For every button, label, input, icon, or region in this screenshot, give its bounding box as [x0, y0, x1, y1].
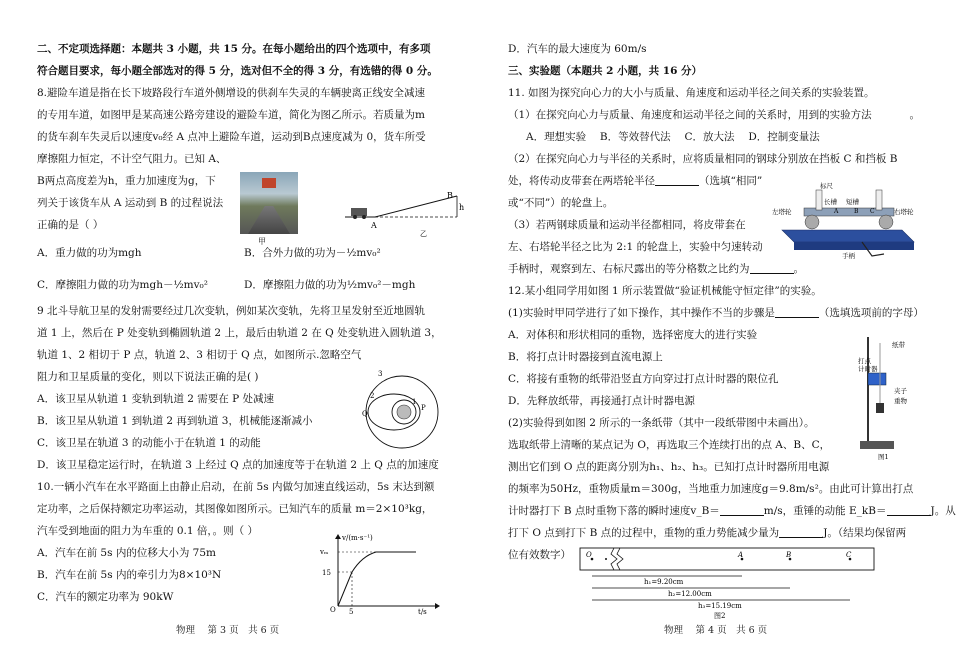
q12-part2-cont: 选取纸带上清晰的某点记为 O，再选取三个连续打出的点 A、B、C，: [508, 439, 831, 451]
q12-part2-end: 位有效数字）: [508, 549, 571, 561]
q11-part3: （3）若两钢球质量和运动半径都相同，将皮带套在: [508, 219, 746, 231]
label-dadian: 打点: [858, 357, 871, 365]
point-a-label: A: [738, 551, 744, 559]
origin-label: O: [330, 606, 336, 614]
q12-option-d: D．先释放纸带，再接通打点计时器电源: [508, 395, 695, 407]
q10-stem: 定功率，之后保持额定功率运动，其图像如图所示。已知汽车的质量 m＝2×10³kg，: [37, 503, 433, 515]
q8-stem: 摩擦阻力恒定，不计空气阻力。已知 A、: [37, 153, 227, 165]
power-segment: [352, 552, 416, 572]
q8-diagram-label: 乙: [420, 230, 427, 238]
q11-part2-end: 或“不同”）的轮盘上。: [508, 197, 614, 209]
section-2-heading-cont: 符合题目要求，每小题全部选对的得 5 分，选对但不全的得 3 分，有选错的得 0 分。: [37, 65, 438, 77]
tape-break-icon: [617, 548, 623, 570]
q10-stem: 10.一辆小汽车在水平路面上由静止启动，在前 5s 内做匀加速直线运动，5s 末达到额: [37, 481, 435, 493]
tape-icon: [580, 548, 874, 570]
q9-stem: 轨道 1、2 相切于 P 点，轨道 2、3 相切于 Q 点，如图所示.忽略空气: [37, 349, 362, 361]
point-a-label: A: [371, 221, 377, 230]
q9-orbit-diagram: [360, 370, 444, 454]
q8-option-a: A．重力做的功为mgh: [37, 247, 142, 259]
q10-vt-graph: [318, 532, 446, 614]
label-jiazi: 夹子: [894, 387, 907, 395]
label-a: A: [834, 208, 839, 215]
q10-option-b: B．汽车在前 5s 内的牵引力为8×10³N: [37, 569, 222, 581]
q8-option-d: D．摩擦阻力做的功为½mv₀²－mgh: [244, 279, 416, 291]
label-tu2: 图2: [714, 612, 726, 620]
q11-part2-cont: 处，将传动皮带套在两塔轮半径 （选填“相同”: [508, 175, 763, 187]
answer-blank[interactable]: [887, 503, 931, 516]
q12-stem: 12.某小组同学用如图 1 所示装置做“验证机械能守恒定律”的实验。: [508, 285, 822, 297]
label-biaochi: 标尺: [820, 182, 833, 190]
q11-part2: （2）在探究向心力与半径的关系时，应将质量相同的钢球分别放在挡板 C 和挡板 B: [508, 153, 898, 165]
point-o-label: O: [586, 551, 592, 559]
q11-apparatus-figure: [772, 182, 920, 260]
q12-part1: (1)实验时甲同学进行了如下操作，其中操作不当的步骤是 （选填选项前的字母）: [508, 307, 924, 319]
point-b-label: B: [786, 551, 792, 559]
footer-page-4: 物理 第 4 页 共 6 页: [664, 625, 768, 636]
orbit-1-label: 1: [412, 398, 417, 406]
q8-photo-jia: [240, 172, 298, 234]
q8-options-ab: [37, 236, 447, 270]
answer-blank[interactable]: [779, 525, 823, 538]
q9-stem: 9 北斗导航卫星的发射需要经过几次变轨，例如某次变轨，先将卫星发射至近地圆轨: [37, 305, 426, 317]
q8-stem: 的专用车道，如图甲是某高速公路旁建设的避险车道，简化为图乙所示。若质量为m: [37, 109, 425, 121]
base-icon: [782, 230, 914, 242]
v15-label: 15: [322, 569, 331, 577]
q8-stem: 列关于该货车从 A 运动到 B 的过程说法: [37, 197, 224, 209]
q10-option-a: A．汽车在前 5s 内的位移大小为 75m: [37, 547, 216, 559]
right-column: [508, 38, 956, 566]
q8-diagram-yi: [345, 190, 465, 240]
point-b-label: B: [447, 191, 453, 200]
orbit-3-label: 3: [378, 370, 383, 378]
q8-stem: B两点高度差为h，重力加速度为g，下: [37, 175, 216, 187]
q12-part2: (2)实验得到如图 2 所示的一条纸带（其中一段纸带图中未画出）。: [508, 417, 815, 429]
t5-label: 5: [349, 608, 354, 616]
q8-stem: 正确的是（ ）: [37, 219, 104, 231]
q9-option-b: B．该卫星从轨道 1 到轨道 2 再到轨道 3，机械能逐渐减小: [37, 415, 313, 427]
label-zhidai: 纸带: [892, 341, 905, 349]
h1-label: h₁=9.20cm: [644, 578, 684, 586]
q12-option-c: C．将接有重物的纸带沿竖直方向穿过打点计时器的限位孔: [508, 373, 779, 385]
q12-apparatus-figure: [846, 333, 920, 461]
q12-part2-cont: 测出它们到 O 点的距离分别为h₁、h₂、h₃。已知打点计时器所用电源: [508, 461, 830, 473]
q11-part1: （1）在探究向心力与质量、角速度和运动半径之间的关系时，用到的实验方法 。: [508, 109, 920, 121]
q12-option-a: A．对体积和形状相同的重物，选择密度大的进行实验: [508, 329, 758, 341]
vm-label: vₘ: [320, 548, 329, 556]
label-changcao: 长槽: [824, 198, 837, 206]
q10-stem: 汽车受到地面的阻力为车重的 0.1 倍，。则（ ）: [37, 525, 258, 537]
point-p-label: P: [421, 404, 426, 412]
q11-part3-end: 手柄时，观察到左、右标尺露出的等分格数之比约为 。: [508, 263, 804, 275]
q9-option-c: C．该卫星在轨道 3 的动能小于在轨道 1 的动能: [37, 437, 261, 449]
q11-stem: 11. 如图为探究向心力的大小与质量、角速度和运动半径之间关系的实验装置。: [508, 87, 875, 99]
label-duancao: 短槽: [846, 198, 859, 206]
section-2-heading: 二、不定项选择题：本题共 3 小题，共 15 分。在每小题给出的四个选项中，有多项: [37, 43, 431, 55]
scale-icon: [876, 190, 882, 210]
h2-label: h₂=12.00cm: [668, 590, 712, 598]
stand-base-icon: [860, 441, 894, 449]
tape-break-icon: [611, 548, 617, 570]
orbit-2-label: 2: [370, 392, 375, 400]
answer-blank[interactable]: [655, 173, 699, 186]
x-axis-label: t/s: [418, 608, 427, 616]
truck-icon: [351, 208, 367, 216]
tape-dot: [605, 558, 607, 560]
q8-option-b: B．合外力做的功为－½mv₀²: [244, 247, 381, 259]
q8-stem: 的货车刹车失灵后以速度v₀经 A 点冲上避险车道，运动到B点速度减为 0，货车所受: [37, 131, 426, 143]
y-axis-label: v/(m·s⁻¹): [342, 534, 373, 542]
label-youtalun: 右塔轮: [894, 208, 914, 216]
label-jishiqi: 计时器: [858, 365, 878, 373]
label-zhongwu: 重物: [894, 397, 907, 405]
q9-option-d: D．该卫星稳定运行时，在轨道 3 上经过 Q 点的加速度等于在轨道 2 上 Q 点的加速度: [37, 459, 439, 471]
weight-icon: [876, 403, 884, 413]
label-b: B: [854, 208, 859, 215]
timer-icon: [868, 373, 886, 385]
q8-photo-label: 甲: [258, 237, 266, 246]
q9-option-a: A．该卫星从轨道 1 变轨到轨道 2 需要在 P 处减速: [37, 393, 275, 405]
q10-option-d: D．汽车的最大速度为 60m/s: [508, 43, 647, 55]
h3-label: h₃=15.19cm: [698, 602, 742, 610]
q11-part3-cont: 左、右塔轮半径之比为 2:1 的轮盘上，实验中匀速转动: [508, 241, 763, 253]
point-c-label: C: [846, 551, 852, 559]
wheel-icon: [353, 215, 357, 219]
q9-stem: 道 1 上，然后在 P 处变轨到椭圆轨道 2 上，最后由轨道 2 在 Q 处变轨进入圆轨道 3，: [37, 327, 442, 339]
q8-options-cd: [37, 270, 447, 300]
answer-blank[interactable]: [750, 261, 794, 274]
label-zuotalun: 左塔轮: [772, 208, 792, 216]
answer-blank[interactable]: [720, 503, 764, 516]
height-h-label: h: [459, 203, 465, 212]
label-c: C: [870, 208, 875, 215]
scale-icon: [816, 190, 822, 210]
earth-icon: [397, 405, 411, 419]
sign-icon: [262, 178, 276, 188]
q12-part2-cont: 的频率为50Hz，重物质量m＝300g，当地重力加速度g＝9.8m/s²。由此可计算出打点: [508, 483, 914, 495]
q8-option-c: C．摩擦阻力做的功为mgh－½mv₀²: [37, 279, 208, 291]
section-3-heading: 三、实验题（本题共 2 小题，共 16 分）: [508, 65, 703, 77]
left-column: [37, 38, 447, 608]
answer-blank[interactable]: [775, 305, 819, 318]
q12-tape-figure: [578, 546, 878, 620]
point-q-label: Q: [362, 410, 368, 418]
q12-part2-vb: 计时器打下 B 点时重物下落的瞬时速度v_B＝ m/s，重锤的动能 E_kB＝ J。从: [508, 505, 956, 517]
left-pulley-icon: [805, 215, 819, 229]
q11-part1-options: A．理想实验 B．等效替代法 C．放大法 D．控制变量法: [526, 131, 820, 143]
wheel-icon: [362, 215, 366, 219]
label-shoubing: 手柄: [842, 252, 855, 260]
footer-page-3: 物理 第 3 页 共 6 页: [176, 625, 280, 636]
q12-option-b: B．将打点计时器接到直流电源上: [508, 351, 663, 363]
right-pulley-icon: [879, 215, 893, 229]
q9-stem: 阻力和卫星质量的变化，则以下说法正确的是( ): [37, 371, 259, 383]
label-tu1: 图1: [878, 453, 889, 461]
q12-part2-ep: 打下 O 点到打下 B 点的过程中，重物的重力势能减少量为 J。（结果均保留两: [508, 527, 907, 539]
q10-option-c: C．汽车的额定功率为 90kW: [37, 591, 174, 603]
accel-segment: [338, 572, 352, 606]
q8-stem: 8.避险车道是指在长下坡路段行车道外侧增设的供刹车失灵的车辆驶离正线安全减速: [37, 87, 426, 99]
road-icon: [248, 206, 290, 234]
